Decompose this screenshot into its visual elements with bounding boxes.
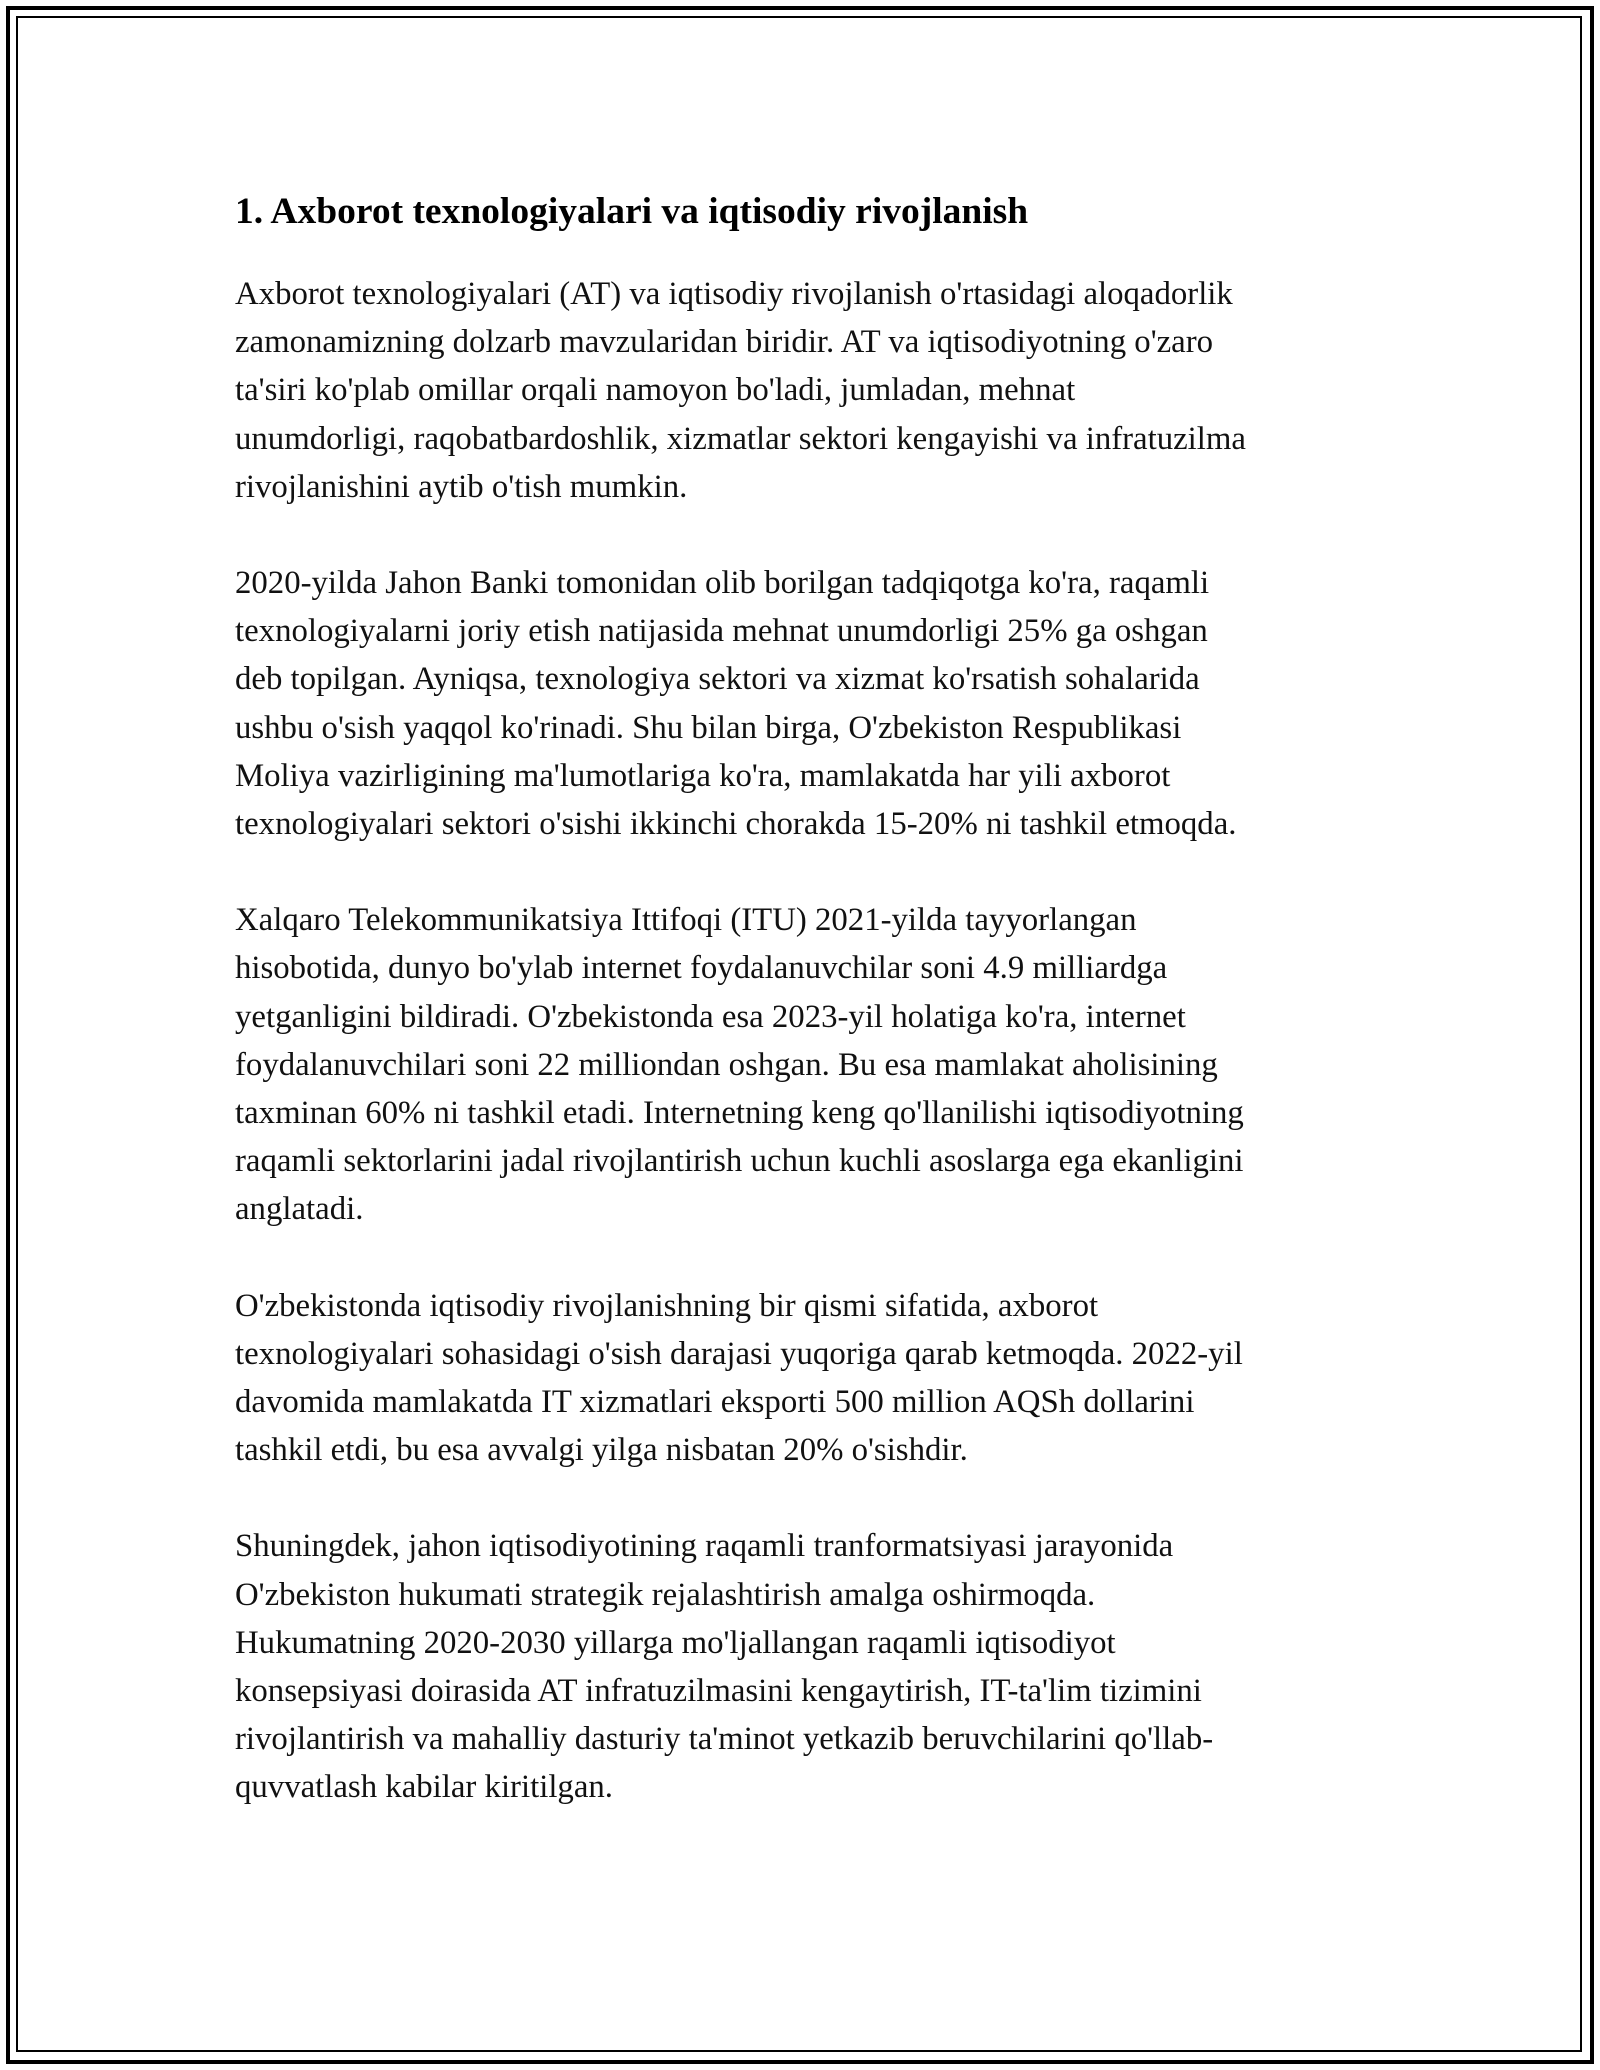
text-line: texnologiyalari sektori o'sishi ikkinchi chorakda 15-20% ni tashkil etmoqda. bbox=[235, 806, 1237, 843]
text-line: O'zbekistonda iqtisodiy rivojlanishning bir qismi sifatida, axborot bbox=[235, 1287, 1099, 1324]
document-body bbox=[235, 188, 1385, 1860]
text-line: deb topilgan. Ayniqsa, texnologiya sektori va xizmat ko'rsatish sohalarida bbox=[235, 661, 1200, 698]
text-line: texnologiyalarni joriy etish natijasida mehnat unumdorligi 25% ga oshgan bbox=[235, 613, 1208, 650]
text-line: texnologiyalari sohasidagi o'sish darajasi yuqoriga qarab ketmoqda. 2022-yil bbox=[235, 1335, 1243, 1372]
text-line: 2020-yilda Jahon Banki tomonidan olib borilgan tadqiqotga ko'ra, raqamli bbox=[235, 565, 1210, 602]
text-line: zamonamizning dolzarb mavzularidan biridir. AT va iqtisodiyotning o'zaro bbox=[235, 324, 1214, 361]
text-line: quvvatlash kabilar kiritilgan. bbox=[235, 1769, 613, 1806]
text-line: Moliya vazirligining ma'lumotlariga ko'ra, mamlakatda har yili axborot bbox=[235, 757, 1171, 794]
text-line: tashkil etdi, bu esa avvalgi yilga nisbatan 20% o'sishdir. bbox=[235, 1432, 968, 1469]
text-line: Shuningdek, jahon iqtisodiyotining raqamli tranformatsiyasi jarayonida bbox=[235, 1528, 1174, 1565]
paragraph-3 bbox=[235, 896, 1385, 1233]
text-line: ushbu o'sish yaqqol ko'rinadi. Shu bilan birga, O'zbekiston Respublikasi bbox=[235, 709, 1182, 746]
text-line: O'zbekiston hukumati strategik rejalashtirish amalga oshirmoqda. bbox=[235, 1576, 1096, 1613]
text-line: davomida mamlakatda IT xizmatlari eksporti 500 million AQSh dollarini bbox=[235, 1384, 1195, 1421]
paragraph-1 bbox=[235, 270, 1385, 511]
text-line: raqamli sektorlarini jadal rivojlantirish uchun kuchli asoslarga ega ekanligini bbox=[235, 1143, 1244, 1180]
paragraph-2 bbox=[235, 559, 1385, 848]
text-line: rivojlantirish va mahalliy dasturiy ta'minot yetkazib beruvchilarini qo'llab- bbox=[235, 1721, 1214, 1758]
text-line: Xalqaro Telekommunikatsiya Ittifoqi (ITU) 2021-yilda tayyorlangan bbox=[235, 902, 1137, 939]
section-heading: 1. Axborot texnologiyalari va iqtisodiy rivojlanish bbox=[235, 191, 1029, 232]
text-line: yetganligini bildiradi. O'zbekistonda esa 2023-yil holatiga ko'ra, internet bbox=[235, 998, 1186, 1035]
text-line: hisobotida, dunyo bo'ylab internet foydalanuvchilar soni 4.9 milliardga bbox=[235, 950, 1168, 987]
paragraph-5 bbox=[235, 1522, 1385, 1811]
text-line: rivojlanishini aytib o'tish mumkin. bbox=[235, 468, 688, 505]
text-line: Hukumatning 2020-2030 yillarga mo'ljallangan raqamli iqtisodiyot bbox=[235, 1624, 1116, 1661]
text-line: ta'siri ko'plab omillar orqali namoyon bo'ladi, jumladan, mehnat bbox=[235, 372, 1076, 409]
text-line: foydalanuvchilari soni 22 milliondan oshgan. Bu esa mamlakat aholisining bbox=[235, 1046, 1218, 1083]
text-line: konsepsiyasi doirasida AT infratuzilmasini kengaytirish, IT-ta'lim tizimini bbox=[235, 1673, 1202, 1710]
text-line: anglatadi. bbox=[235, 1191, 364, 1228]
text-line: unumdorligi, raqobatbardoshlik, xizmatlar sektori kengayishi va infratuzilma bbox=[235, 420, 1246, 457]
paragraph-4 bbox=[235, 1282, 1385, 1475]
text-line: Axborot texnologiyalari (AT) va iqtisodiy rivojlanish o'rtasidagi aloqadorlik bbox=[235, 276, 1233, 312]
text-line: taxminan 60% ni tashkil etadi. Internetning keng qo'llanilishi iqtisodiyotning bbox=[235, 1095, 1244, 1132]
